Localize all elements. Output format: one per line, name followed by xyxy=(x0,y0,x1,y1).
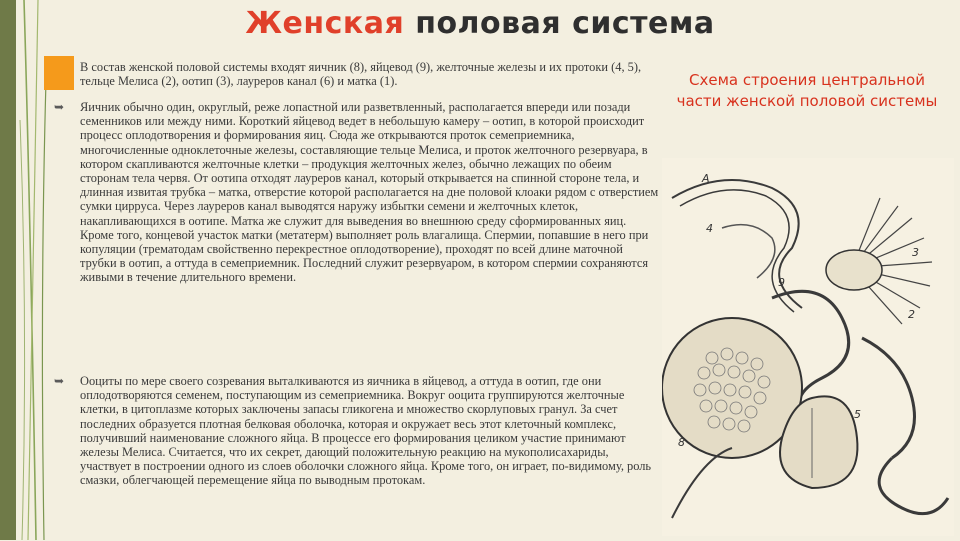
bullet-icon: ➥ xyxy=(54,374,65,388)
title-accent-word: Женская xyxy=(245,6,405,41)
figure-label-8: 8 xyxy=(678,436,685,449)
paragraph-2: Яичник обычно один, округлый, реже лопастной или разветвленный, располагается впереди или позади семенников или между ними. Короткий яйцевод ведет в небольшую камеру – оотип, в которой происходит процесс оплодотворения и формирования яиц. Сюда же открываются проток семеприемника, многочисленные одноклеточные железы, составляющие тельце Мелиса, и проток желточного резервуара, в котором скапливаются желточные клетки – продукция желточных желез, обычно лежащих по обеим сторонам тела червя. От оотипа отходят лауреров канал, который открывается на спинной стороне тела, и длинная извитая трубка – матка, отверстие которой располагается на дне половой клоаки рядом с отверстием сумки цирруса. Через лауреров канал выводятся наружу избытки семени и желточных клеток, накапливающихся в оотипе. Матка же служит для выведения во внешнюю среду сформированных яиц. Кроме того, концевой участок матки (метатерм) выполняет роль влагалища. Спермии, попавшие в него при копуляции (трематодам свойственно перекрестное оплодотворение), проходят по всей длине маточной трубки в оотип, а оттуда в семеприемник. Последний служит резервуаром, в котором спермии сохраняются живыми в течение длительного времени. xyxy=(80,100,659,285)
left-sidebar-bar xyxy=(0,0,16,540)
title-rest: половая система xyxy=(415,6,715,41)
figure-label-a: А xyxy=(702,172,710,185)
figure-label-3: 3 xyxy=(912,246,919,259)
orange-accent-tab xyxy=(44,56,74,90)
diagram-drawing xyxy=(662,158,954,536)
reproductive-system-diagram xyxy=(662,158,954,536)
paragraph-1: В состав женской половой системы входят яичник (8), яйцевод (9), желточные железы и их протоки (4, 5), тельце Мелиса (2), оотип (3), лауреров канал (6) и матка (1). xyxy=(80,60,642,89)
figure-label-2: 2 xyxy=(908,308,915,321)
figure-label-9: 9 xyxy=(778,276,785,289)
bullet-icon: ➥ xyxy=(54,100,65,114)
paragraph-3: Ооциты по мере своего созревания выталкиваются из яичника в яйцевод, а оттуда в оотип, где они оплодотворяются семенем, поступающим из семеприемника. Вокруг ооцита группируются желточные клетки, в цитоплазме которых заключены запасы гликогена и множество скорлуповых гранул. За счет последних образуется плотная белковая оболочка, которая и окружает весь этот клеточный комплекс, получивший наименование сложного яйца. В процессе его формирования целиком участие принимают железы Мелиса. Считается, что их секрет, дающий положительную реакцию на мукополисахариды, участвует в построении одного из слоев оболочки сложного яйца. Кроме того, он играет, по-видимому, роль смазки, облегчающей перемещение яйца по выводным протокам. xyxy=(80,374,652,488)
figure-caption: Схема строения центральной части женской половой системы xyxy=(676,71,938,110)
figure-label-5: 5 xyxy=(854,408,861,421)
figure-label-4: 4 xyxy=(706,222,713,235)
slide-title xyxy=(0,6,960,41)
